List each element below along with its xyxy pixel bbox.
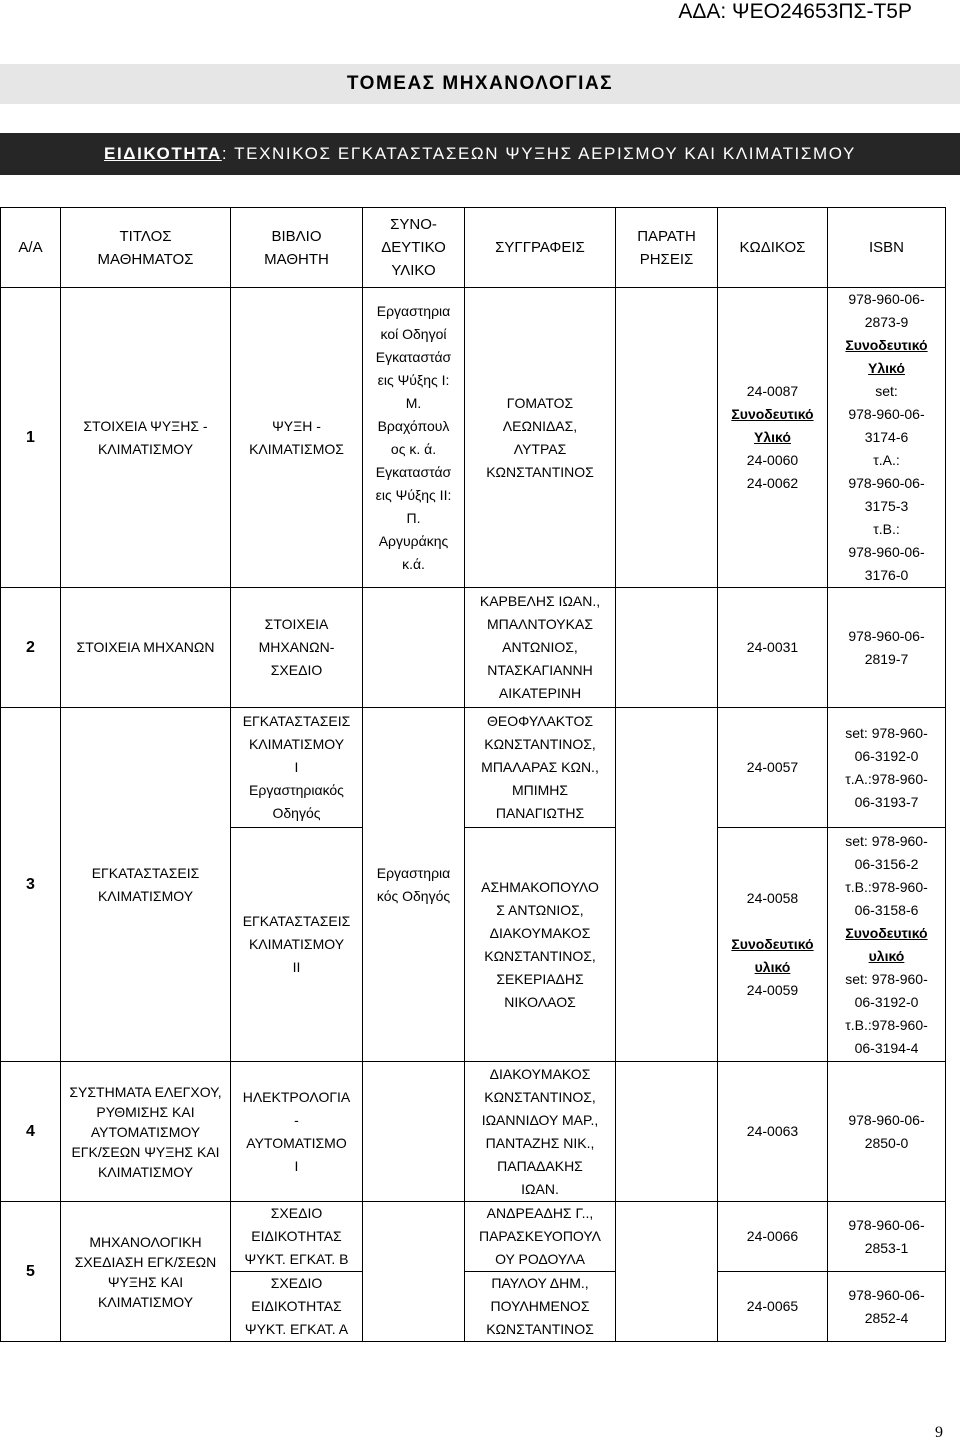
col-isbn: ISBN xyxy=(828,208,946,288)
row-number: 5 xyxy=(1,1202,61,1342)
book-code: 24-0058 Συνοδευτικό υλικό 24-0059 xyxy=(718,828,828,1062)
table-row xyxy=(1,588,946,708)
col-title: ΤΙΤΛΟΣ ΜΑΘΗΜΑΤΟΣ xyxy=(61,208,231,288)
col-code: ΚΩΔΙΚΟΣ xyxy=(718,208,828,288)
col-notes: ΠΑΡΑΤΗ ΡΗΣΕΙΣ xyxy=(616,208,718,288)
student-book: ΨΥΞΗ - ΚΛΙΜΑΤΙΣΜΟΣ xyxy=(231,288,363,588)
ada-code: ΑΔΑ: ΨΕΟ24653ΠΣ-Τ5Ρ xyxy=(678,0,912,23)
authors: ΑΣΗΜΑΚΟΠΟΥΛΟ Σ ΑΝΤΩΝΙΟΣ, ΔΙΑΚΟΥΜΑΚΟΣ ΚΩΝΣΤΑΝΤΙΝΟΣ, ΣΕΚΕΡΙΑΔΗΣ ΝΙΚΟΛΑΟΣ xyxy=(465,828,616,1062)
authors: ΠΑΥΛΟΥ ΔΗΜ., ΠΟΥΛΗΜΕΝΟΣ ΚΩΝΣΤΑΝΤΙΝΟΣ xyxy=(465,1272,616,1342)
book-code: 24-0057 xyxy=(718,708,828,828)
student-book: ΣΧΕΔΙΟ ΕΙΔΙΚΟΤΗΤΑΣ ΨΥΚΤ. ΕΓΚΑΤ. Α xyxy=(231,1272,363,1342)
col-supplementary: ΣΥΝΟ- ΔΕΥΤΙΚΟ ΥΛΙΚΟ xyxy=(363,208,465,288)
isbn: 978-960-06- 2819-7 xyxy=(828,588,946,708)
course-title: ΕΓΚΑΤΑΣΤΑΣΕΙΣ ΚΛΙΜΑΤΙΣΜΟΥ xyxy=(61,708,231,1062)
authors: ΘΕΟΦΥΛΑΚΤΟΣ ΚΩΝΣΤΑΝΤΙΝΟΣ, ΜΠΑΛΑΡΑΣ ΚΩΝ., ΜΠΙΜΗΣ ΠΑΝΑΓΙΩΤΗΣ xyxy=(465,708,616,828)
isbn: 978-960-06- 2853-1 xyxy=(828,1202,946,1272)
supplementary-material xyxy=(363,1062,465,1202)
specialty-label: ΕΙΔΙΚΟΤΗΤΑ xyxy=(104,144,222,163)
notes xyxy=(616,1062,718,1202)
course-title: ΜΗΧΑΝΟΛΟΓΙΚΗ ΣΧΕΔΙΑΣΗ ΕΓΚ/ΣΕΩΝ ΨΥΞΗΣ ΚΑΙ ΚΛΙΜΑΤΙΣΜΟΥ xyxy=(61,1202,231,1342)
specialty-bar xyxy=(0,133,960,175)
authors: ΚΑΡΒΕΛΗΣ ΙΩΑΝ., ΜΠΑΛΝΤΟΥΚΑΣ ΑΝΤΩΝΙΟΣ, ΝΤΑΣΚΑΓΙΑΝΝΗ ΑΙΚΑΤΕΡΙΝΗ xyxy=(465,588,616,708)
supplementary-material xyxy=(363,1202,465,1342)
supplementary-material: Εργαστηρια κός Οδηγός xyxy=(363,708,465,1062)
page-number: 9 xyxy=(935,1424,943,1441)
authors: ΓΟΜΑΤΟΣ ΛΕΩΝΙΔΑΣ, ΛΥΤΡΑΣ ΚΩΝΣΤΑΝΤΙΝΟΣ xyxy=(465,288,616,588)
row-number: 4 xyxy=(1,1062,61,1202)
textbook-table xyxy=(0,207,946,1342)
col-book: ΒΙΒΛΙΟ ΜΑΘΗΤΗ xyxy=(231,208,363,288)
course-title: ΣΤΟΙΧΕΙΑ ΨΥΞΗΣ - ΚΛΙΜΑΤΙΣΜΟΥ xyxy=(61,288,231,588)
authors: ΔΙΑΚΟΥΜΑΚΟΣ ΚΩΝΣΤΑΝΤΙΝΟΣ, ΙΩΑΝΝΙΔΟΥ ΜΑΡ., ΠΑΝΤΑΖΗΣ ΝΙΚ., ΠΑΠΑΔΑΚΗΣ ΙΩΑΝ. xyxy=(465,1062,616,1202)
row-number: 2 xyxy=(1,588,61,708)
supplementary-material xyxy=(363,588,465,708)
isbn: set: 978-960- 06-3156-2 τ.Β.:978-960- 06-3158-6 Συνοδευτικό υλικό set: 978-960- 06-3192-0 τ.Β.:978-960- 06-3194-4 xyxy=(828,828,946,1062)
notes xyxy=(616,588,718,708)
table-row xyxy=(1,1202,946,1272)
table-row xyxy=(1,708,946,828)
book-code: 24-0065 xyxy=(718,1272,828,1342)
course-title: ΣΤΟΙΧΕΙΑ ΜΗΧΑΝΩΝ xyxy=(61,588,231,708)
book-code: 24-0087 Συνοδευτικό Υλικό 24-0060 24-0062 xyxy=(718,288,828,588)
isbn: 978-960-06- 2852-4 xyxy=(828,1272,946,1342)
isbn: set: 978-960- 06-3192-0 τ.Α.:978-960- 06-3193-7 xyxy=(828,708,946,828)
row-number: 3 xyxy=(1,708,61,1062)
student-book: ΣΤΟΙΧΕΙΑ ΜΗΧΑΝΩΝ- ΣΧΕΔΙΟ xyxy=(231,588,363,708)
notes xyxy=(616,1202,718,1342)
student-book: ΗΛΕΚΤΡΟΛΟΓΙΑ - ΑΥΤΟΜΑΤΙΣΜΟ Ι xyxy=(231,1062,363,1202)
table-row xyxy=(1,288,946,588)
table-row xyxy=(1,1062,946,1202)
book-code: 24-0031 xyxy=(718,588,828,708)
student-book: ΣΧΕΔΙΟ ΕΙΔΙΚΟΤΗΤΑΣ ΨΥΚΤ. ΕΓΚΑΤ. Β xyxy=(231,1202,363,1272)
student-book: ΕΓΚΑΤΑΣΤΑΣΕΙΣ ΚΛΙΜΑΤΙΣΜΟΥ Ι Εργαστηριακός Οδηγός xyxy=(231,708,363,828)
book-code: 24-0066 xyxy=(718,1202,828,1272)
course-title: ΣΥΣΤΗΜΑΤΑ ΕΛΕΓΧΟΥ, ΡΥΘΜΙΣΗΣ ΚΑΙ ΑΥΤΟΜΑΤΙΣΜΟΥ ΕΓΚ/ΣΕΩΝ ΨΥΞΗΣ ΚΑΙ ΚΛΙΜΑΤΙΣΜΟΥ xyxy=(61,1062,231,1202)
table-header-row xyxy=(1,208,946,288)
section-title: ΤΟΜΕΑΣ ΜΗΧΑΝΟΛΟΓΙΑΣ xyxy=(0,64,960,104)
student-book: ΕΓΚΑΤΑΣΤΑΣΕΙΣ ΚΛΙΜΑΤΙΣΜΟΥ ΙΙ xyxy=(231,828,363,1062)
notes xyxy=(616,288,718,588)
supplementary-material: Εργαστηρια κοί Οδηγοί Εγκαταστάσ εις Ψύξης Ι: Μ. Βραχόπουλ ος κ. ά. Εγκαταστάσ εις Ψύξης ΙΙ: Π. Αργυράκης κ.ά. xyxy=(363,288,465,588)
col-authors: ΣΥΓΓΡΑΦΕΙΣ xyxy=(465,208,616,288)
specialty-name: : ΤΕΧΝΙΚΟΣ ΕΓΚΑΤΑΣΤΑΣΕΩΝ ΨΥΞΗΣ ΑΕΡΙΣΜΟΥ ΚΑΙ ΚΛΙΜΑΤΙΣΜΟΥ xyxy=(221,144,856,163)
book-code: 24-0063 xyxy=(718,1062,828,1202)
row-number: 1 xyxy=(1,288,61,588)
isbn: 978-960-06- 2850-0 xyxy=(828,1062,946,1202)
authors: ΑΝΔΡΕΑΔΗΣ Γ.., ΠΑΡΑΣΚΕΥΟΠΟΥΛ ΟΥ ΡΟΔΟΥΛΑ xyxy=(465,1202,616,1272)
notes xyxy=(616,708,718,1062)
col-aa: Α/Α xyxy=(1,208,61,288)
isbn: 978-960-06- 2873-9 Συνοδευτικό Υλικό set: 978-960-06- 3174-6 τ.Α.: 978-960-06- 3175-3 τ.Β.: 978-960-06- 3176-0 xyxy=(828,288,946,588)
